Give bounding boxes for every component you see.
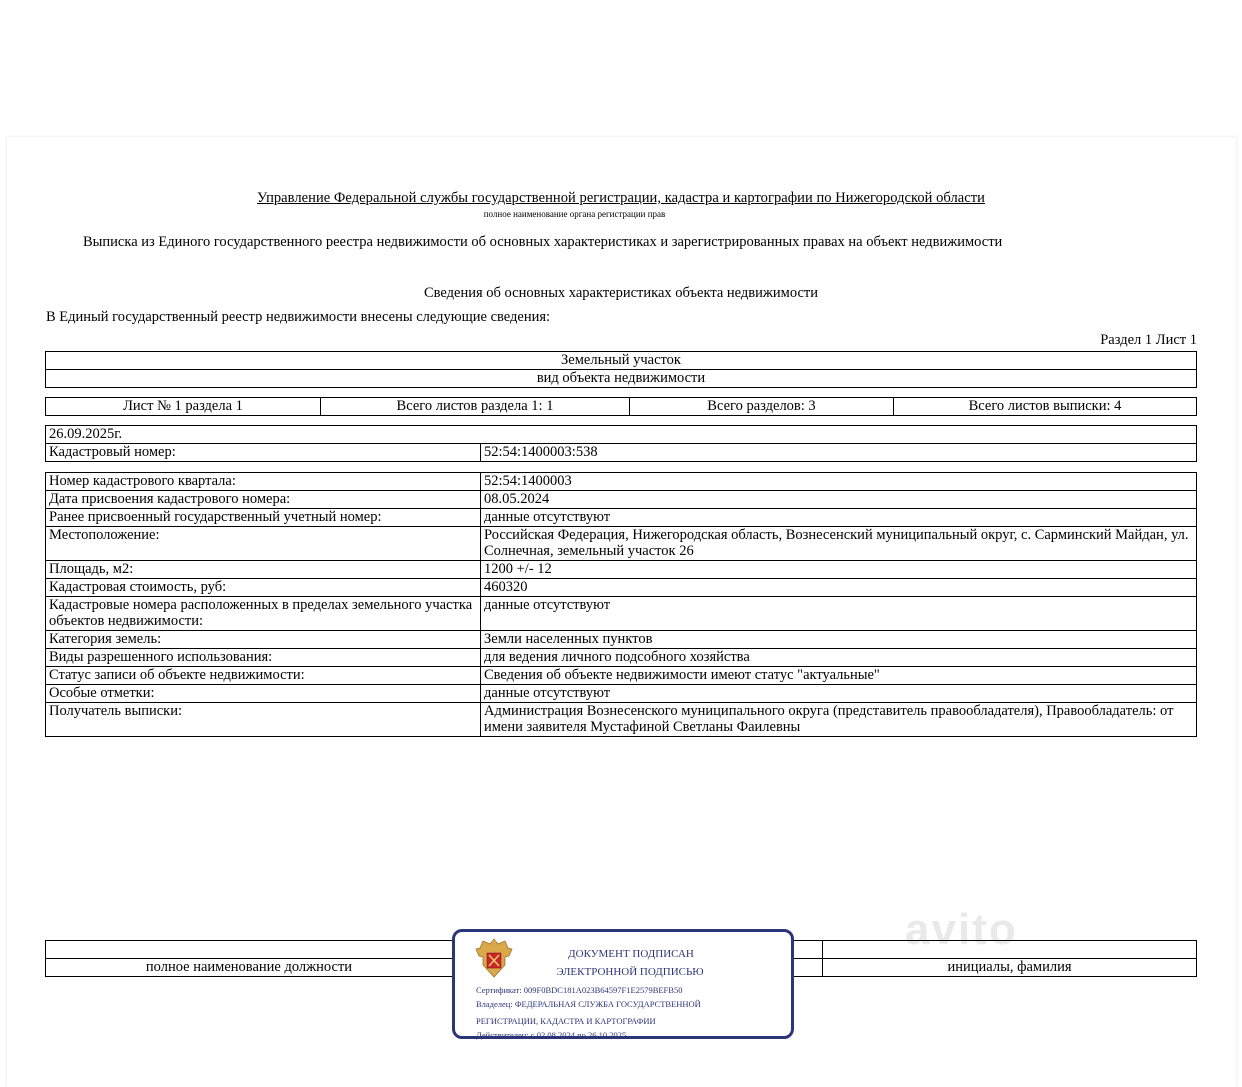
section-sheet-label: Раздел 1 Лист 1 — [1100, 332, 1197, 348]
row-label: Ранее присвоенный государственный учетный номер: — [46, 509, 481, 527]
row-label: Местоположение: — [46, 527, 481, 561]
row-value: Сведения об объекте недвижимости имеют статус "актуальные" — [481, 667, 1197, 685]
total-extract-sheets: Всего листов выписки: 4 — [894, 398, 1197, 416]
row-value: данные отсутствуют — [481, 597, 1197, 631]
row-value: 52:54:1400003 — [481, 473, 1197, 491]
intro-text: В Единый государственный реестр недвижимости внесены следующие сведения: — [46, 309, 551, 325]
row-label: Кадастровая стоимость, руб: — [46, 579, 481, 597]
row-label: Получатель выписки: — [46, 703, 481, 737]
row-label: Статус записи об объекте недвижимости: — [46, 667, 481, 685]
table-row — [46, 527, 1197, 561]
total-section-sheets: Всего листов раздела 1: 1 — [321, 398, 630, 416]
stamp-certificate: Сертификат: 009F0BDC181A023B64597F1E2579BEFB50 — [476, 985, 683, 995]
date-table — [45, 425, 1197, 462]
row-label: Дата присвоения кадастрового номера: — [46, 491, 481, 509]
characteristics-table — [45, 472, 1197, 737]
name-caption: инициалы, фамилия — [823, 959, 1197, 977]
section-title: Сведения об основных характеристиках объекта недвижимости — [423, 285, 819, 301]
row-value: Российская Федерация, Нижегородская область, Вознесенский муниципальный округ, с. Сарминский Майдан, ул. Солнечная, земельный участок 26 — [481, 527, 1197, 561]
table-row — [46, 561, 1197, 579]
watermark: avito — [905, 905, 1018, 954]
table-row — [46, 509, 1197, 527]
stamp-owner-1: Владелец: ФЕДЕРАЛЬНАЯ СЛУЖБА ГОСУДАРСТВЕННОЙ — [476, 999, 701, 1009]
stamp-line-1: ДОКУМЕНТ ПОДПИСАН — [568, 948, 694, 960]
row-value: данные отсутствуют — [481, 509, 1197, 527]
e-signature-stamp — [452, 929, 794, 1039]
table-row — [46, 649, 1197, 667]
row-label: Виды разрешенного использования: — [46, 649, 481, 667]
row-label: Номер кадастрового квартала: — [46, 473, 481, 491]
object-type-table — [45, 351, 1197, 388]
total-sections: Всего разделов: 3 — [630, 398, 894, 416]
row-value: 08.05.2024 — [481, 491, 1197, 509]
agency-caption: полное наименование органа регистрации прав — [483, 209, 666, 219]
stamp-line-2: ЭЛЕКТРОННОЙ ПОДПИСЬЮ — [556, 966, 704, 978]
position-caption: полное наименование должности — [46, 959, 453, 977]
row-value: 1200 +/- 12 — [481, 561, 1197, 579]
row-value: данные отсутствуют — [481, 685, 1197, 703]
table-row — [46, 491, 1197, 509]
table-row — [46, 703, 1197, 737]
extract-date: 26.09.2025г. — [46, 426, 1197, 444]
row-value: 460320 — [481, 579, 1197, 597]
table-row — [46, 631, 1197, 649]
row-label: Кадастровые номера расположенных в пределах земельного участка объектов недвижимости: — [46, 597, 481, 631]
table-row — [46, 597, 1197, 631]
sheets-table — [45, 397, 1197, 416]
cadastral-number-value: 52:54:1400003:538 — [481, 444, 1197, 462]
stamp-owner-2: РЕГИСТРАЦИИ, КАДАСТРА И КАРТОГРАФИИ — [476, 1016, 656, 1026]
table-row — [46, 685, 1197, 703]
extract-title: Выписка из Единого государственного реестра недвижимости об основных характеристиках и зарегистрированных правах на объект недвижимости — [83, 234, 1003, 250]
cadastral-number-label: Кадастровый номер: — [46, 444, 481, 462]
object-type-caption: вид объекта недвижимости — [46, 370, 1197, 388]
agency-name: Управление Федеральной службы государственной регистрации, кадастра и картографии по Нижегородской области — [257, 190, 985, 206]
row-label: Особые отметки: — [46, 685, 481, 703]
row-label: Площадь, м2: — [46, 561, 481, 579]
row-value: для ведения личного подсобного хозяйства — [481, 649, 1197, 667]
table-row — [46, 473, 1197, 491]
row-value: Земли населенных пунктов — [481, 631, 1197, 649]
row-value: Администрация Вознесенского муниципального округа (представитель правообладателя), Правообладатель: от имени заявителя Мустафиной Светланы Фаилевны — [481, 703, 1197, 737]
sheet-number: Лист № 1 раздела 1 — [46, 398, 321, 416]
stamp-validity: Действителен: с 02.08.2024 по 26.10.2025 — [476, 1030, 627, 1040]
table-row — [46, 667, 1197, 685]
table-row — [46, 579, 1197, 597]
object-type: Земельный участок — [46, 352, 1197, 370]
row-label: Категория земель: — [46, 631, 481, 649]
